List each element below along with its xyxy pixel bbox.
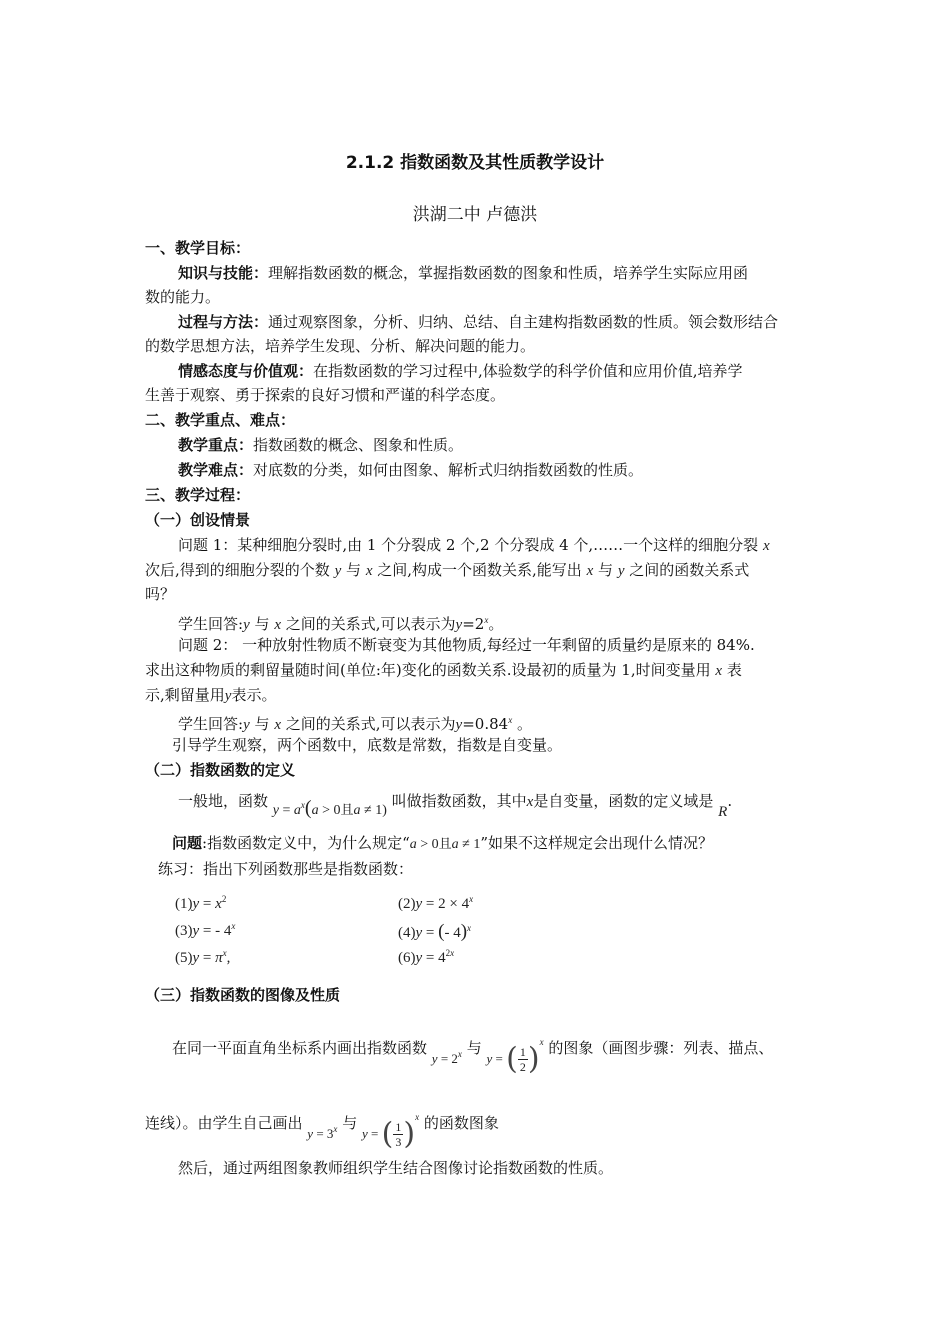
var: x — [715, 663, 723, 679]
text: 求出这种物质的剩留量随时间(单位:年)变化的函数关系.设最初的质量为 1,时间变量用 — [145, 661, 711, 679]
label: 过程与方法： — [178, 313, 269, 331]
question — [172, 831, 713, 857]
definition — [178, 785, 733, 820]
draw-instruction-cont — [145, 1095, 499, 1152]
section-heading: 二、教学重点、难点： — [145, 411, 296, 429]
question-2: 问题 2： 一种放射性物质不断衰变为其他物质,每经过一年剩留的质量约是原来的 84%. — [178, 636, 755, 654]
formula: $y = 3^x$ — [307, 1124, 338, 1141]
text: :指数函数定义中，为什么规定“ — [202, 834, 410, 852]
final-text: 然后，通过两组图象教师组织学生结合图像讨论指数函数的性质。 — [178, 1159, 614, 1177]
label: 知识与技能： — [178, 264, 269, 282]
paragraph — [178, 261, 748, 285]
text: 之间的关系式,可以表示为 — [285, 715, 456, 733]
text: 表 — [726, 661, 742, 679]
var: R — [718, 804, 728, 820]
text: 连线）。由学生自己画出 — [145, 1114, 303, 1132]
exercise-6: $(6)y = 4^{2x}$ — [398, 948, 455, 966]
var: y — [243, 717, 250, 733]
text: 对底数的分类，如何由图象、解析式归纳指数函数的性质。 — [253, 461, 644, 479]
text: =0.84 — [462, 715, 509, 733]
subsection-heading: （二）指数函数的定义 — [145, 761, 296, 779]
var: y — [224, 688, 232, 704]
exponent: x — [484, 615, 489, 625]
text: 与 — [342, 1114, 358, 1132]
text: 之间的关系式,可以表示为 — [285, 615, 456, 633]
text: 是自变量，函数的定义域是 — [533, 792, 714, 810]
var: x — [274, 717, 281, 733]
question-2-cont — [145, 683, 276, 708]
guide-text: 引导学生观察，两个函数中，底数是常数，指数是自变量。 — [172, 736, 563, 754]
text: 叫做指数函数，其中 — [391, 792, 527, 810]
draw-instruction — [172, 1020, 774, 1077]
question-2-cont — [145, 658, 742, 683]
var: x — [365, 563, 373, 579]
subsection-heading: （三）指数函数的图像及性质 — [145, 986, 341, 1004]
formula: $y = 2^x$ — [431, 1049, 462, 1066]
text: 一般地，函数 — [178, 792, 269, 810]
exercise-4: (4)y = (- 4)$^x$ — [398, 921, 472, 942]
section-heading: 一、教学目标： — [145, 239, 251, 257]
formula: $y = a^x(a > 0$且a ≠ 1) — [272, 797, 387, 819]
exercise-1: $(1)y = x^2$ — [175, 894, 227, 912]
exercise-5: $(5)y = \pi^x$, — [175, 948, 231, 966]
paragraph-cont: 的数学思想方法，培养学生发现、分析、解决问题的能力。 — [145, 337, 536, 355]
text: . — [727, 792, 733, 810]
text: 的函数图象 — [423, 1114, 499, 1132]
exercise-2: $(2)y = 2 \times 4^x$ — [398, 894, 474, 912]
exercise-3: (3)y = - 4$^x$ — [175, 921, 236, 939]
text: 次后,得到的细胞分裂的个数 — [145, 561, 330, 579]
text: 通过观察图象，分析、归纳、总结、自主建构指数函数的性质。领会数形结合 — [268, 313, 779, 331]
exponent: x — [508, 715, 513, 725]
var: y — [455, 617, 463, 633]
label: 情感态度与价值观： — [178, 362, 314, 380]
text: 学生回答: — [178, 715, 244, 733]
text: 表示。 — [231, 686, 277, 704]
paragraph — [178, 359, 743, 383]
text: 与 — [598, 561, 614, 579]
var: y — [617, 563, 625, 579]
text: 与 — [346, 561, 362, 579]
text: 示,剩留量用 — [145, 686, 225, 704]
text: 学生回答: — [178, 615, 244, 633]
paragraph-cont: 数的能力。 — [145, 288, 221, 306]
paragraph — [178, 458, 643, 482]
question-1 — [178, 533, 770, 558]
label: 问题 — [172, 834, 203, 852]
var: y — [455, 717, 463, 733]
text: =2 — [462, 615, 485, 633]
var: x — [526, 794, 534, 810]
formula: a > 0且a ≠ 1 — [409, 837, 481, 852]
text: 问题 1：某种细胞分裂时,由 1 个分裂成 2 个,2 个分裂成 4 个,……一个这样的细胞分裂 — [178, 536, 759, 554]
text: 在指数函数的学习过程中,体验数学的科学价值和应用价值,培养学 — [313, 362, 743, 380]
text: 之间,构成一个函数关系,能写出 — [377, 561, 582, 579]
text: 的图象（画图步骤：列表、描点、 — [548, 1039, 774, 1057]
var: x — [586, 563, 594, 579]
page-title: 2.1.2 指数函数及其性质教学设计 — [345, 153, 605, 173]
text: 指数函数的概念、图象和性质。 — [253, 436, 464, 454]
var: y — [243, 617, 250, 633]
subsection-heading: （一）创设情景 — [145, 511, 251, 529]
text: ”如果不这样规定会出现什么情况？ — [480, 834, 714, 852]
text: 。 — [488, 615, 504, 633]
text: 与 — [254, 715, 270, 733]
text: 与 — [254, 615, 270, 633]
text: 之间的函数关系式 — [629, 561, 750, 579]
text: 在同一平面直角坐标系内画出指数函数 — [172, 1039, 428, 1057]
var: y — [334, 563, 342, 579]
label: 教学难点： — [178, 461, 254, 479]
text: 与 — [466, 1039, 482, 1057]
paragraph — [178, 310, 778, 334]
practice: 练习：指出下列函数那些是指数函数： — [158, 860, 414, 878]
question-1-cont: 吗？ — [145, 585, 176, 603]
text: 。 — [512, 715, 532, 733]
formula: y = ( $\frac{1}{3}$ )$^x$ — [362, 1112, 420, 1152]
paragraph-cont: 生善于观察、勇于探索的良好习惯和严谨的科学态度。 — [145, 386, 506, 404]
var: x — [762, 538, 770, 554]
paragraph — [178, 433, 463, 457]
section-heading: 三、教学过程： — [145, 486, 251, 504]
question-1-cont — [145, 558, 749, 583]
label: 教学重点： — [178, 436, 254, 454]
author: 洪湖二中 卢德洪 — [412, 205, 538, 225]
formula: y = ( $\frac{1}{2}$ )$^x$ — [486, 1037, 544, 1077]
text: 理解指数函数的概念，掌握指数函数的图象和性质，培养学生实际应用函 — [268, 264, 749, 282]
var: x — [274, 617, 281, 633]
